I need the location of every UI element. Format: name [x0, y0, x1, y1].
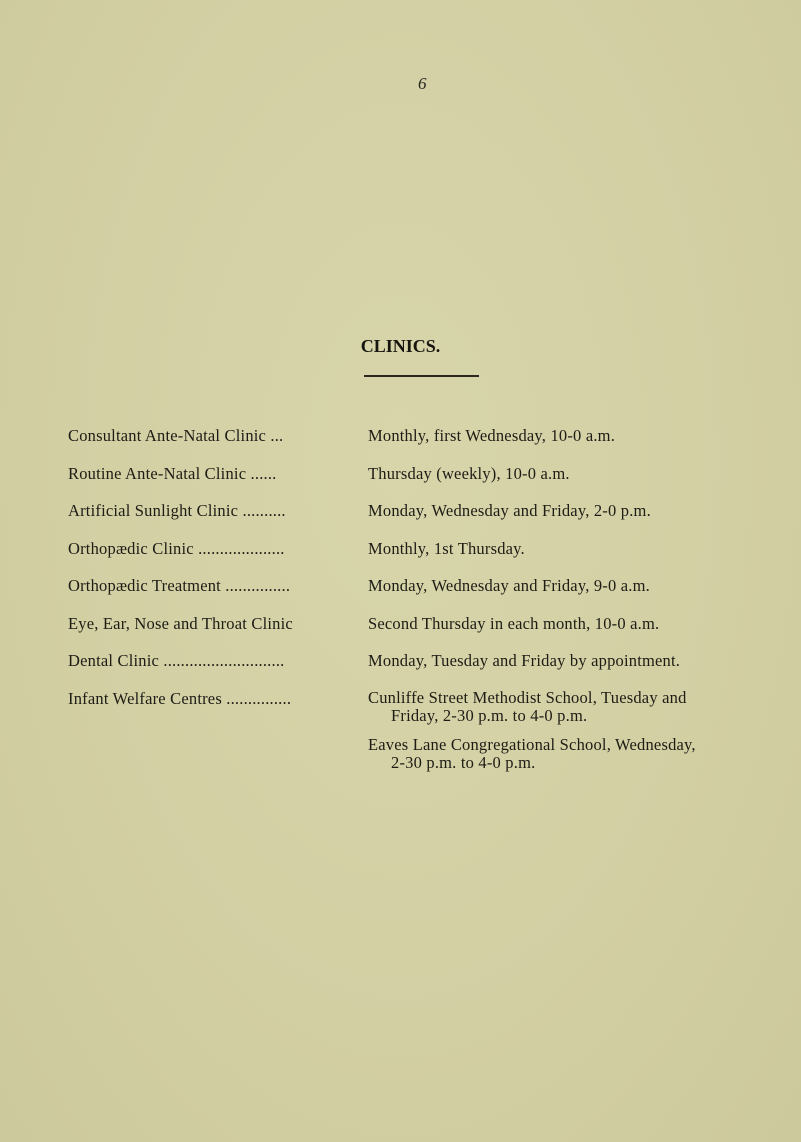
- clinic-list: [68, 426, 768, 799]
- clinic-name: Orthopædic Clinic ....................: [68, 538, 285, 558]
- clinic-schedule: Monday, Wednesday and Friday, 9-0 a.m.: [368, 576, 650, 595]
- infant-welfare-row: [68, 689, 768, 799]
- title-underline: [364, 375, 479, 377]
- clinic-name: Dental Clinic ............................: [68, 651, 285, 670]
- clinic-row: [68, 539, 768, 577]
- infant-welfare-centre: [368, 736, 772, 772]
- clinic-row: [68, 426, 768, 464]
- clinic-schedule: Monthly, 1st Thursday.: [368, 538, 525, 558]
- infant-welfare-centre: [368, 689, 772, 725]
- clinic-schedule: Second Thursday in each month, 10-0 a.m.: [368, 613, 660, 633]
- clinic-row: [68, 464, 768, 502]
- centre-schedule-line: Cunliffe Street Methodist School, Tuesday and: [368, 687, 687, 707]
- clinic-row: [68, 501, 768, 539]
- centre-schedule-line: Eaves Lane Congregational School, Wednesday,: [368, 734, 696, 754]
- centre-schedule-line: 2-30 p.m. to 4-0 p.m.: [391, 752, 536, 772]
- clinic-schedule: Thursday (weekly), 10-0 a.m.: [368, 463, 570, 483]
- clinic-name: Consultant Ante-Natal Clinic ...: [68, 426, 284, 445]
- page-number: 6: [418, 74, 427, 93]
- clinic-name: Eye, Ear, Nose and Throat Clinic: [68, 613, 293, 633]
- centre-schedule-line: Friday, 2-30 p.m. to 4-0 p.m.: [391, 705, 588, 725]
- clinic-schedule: Monthly, first Wednesday, 10-0 a.m.: [368, 426, 616, 445]
- clinic-name: Artificial Sunlight Clinic ..........: [68, 501, 286, 520]
- clinic-name: Routine Ante-Natal Clinic ......: [68, 463, 277, 483]
- page-title: CLINICS.: [360, 336, 441, 356]
- clinic-name: Orthopædic Treatment ...............: [68, 576, 291, 595]
- clinic-schedule: Monday, Tuesday and Friday by appointment.: [368, 651, 681, 670]
- clinic-row: [68, 614, 768, 652]
- clinic-row: [68, 576, 768, 614]
- clinic-row: [68, 651, 768, 689]
- clinic-schedule: Monday, Wednesday and Friday, 2-0 p.m.: [368, 501, 651, 520]
- clinic-name: Infant Welfare Centres ...............: [68, 688, 292, 708]
